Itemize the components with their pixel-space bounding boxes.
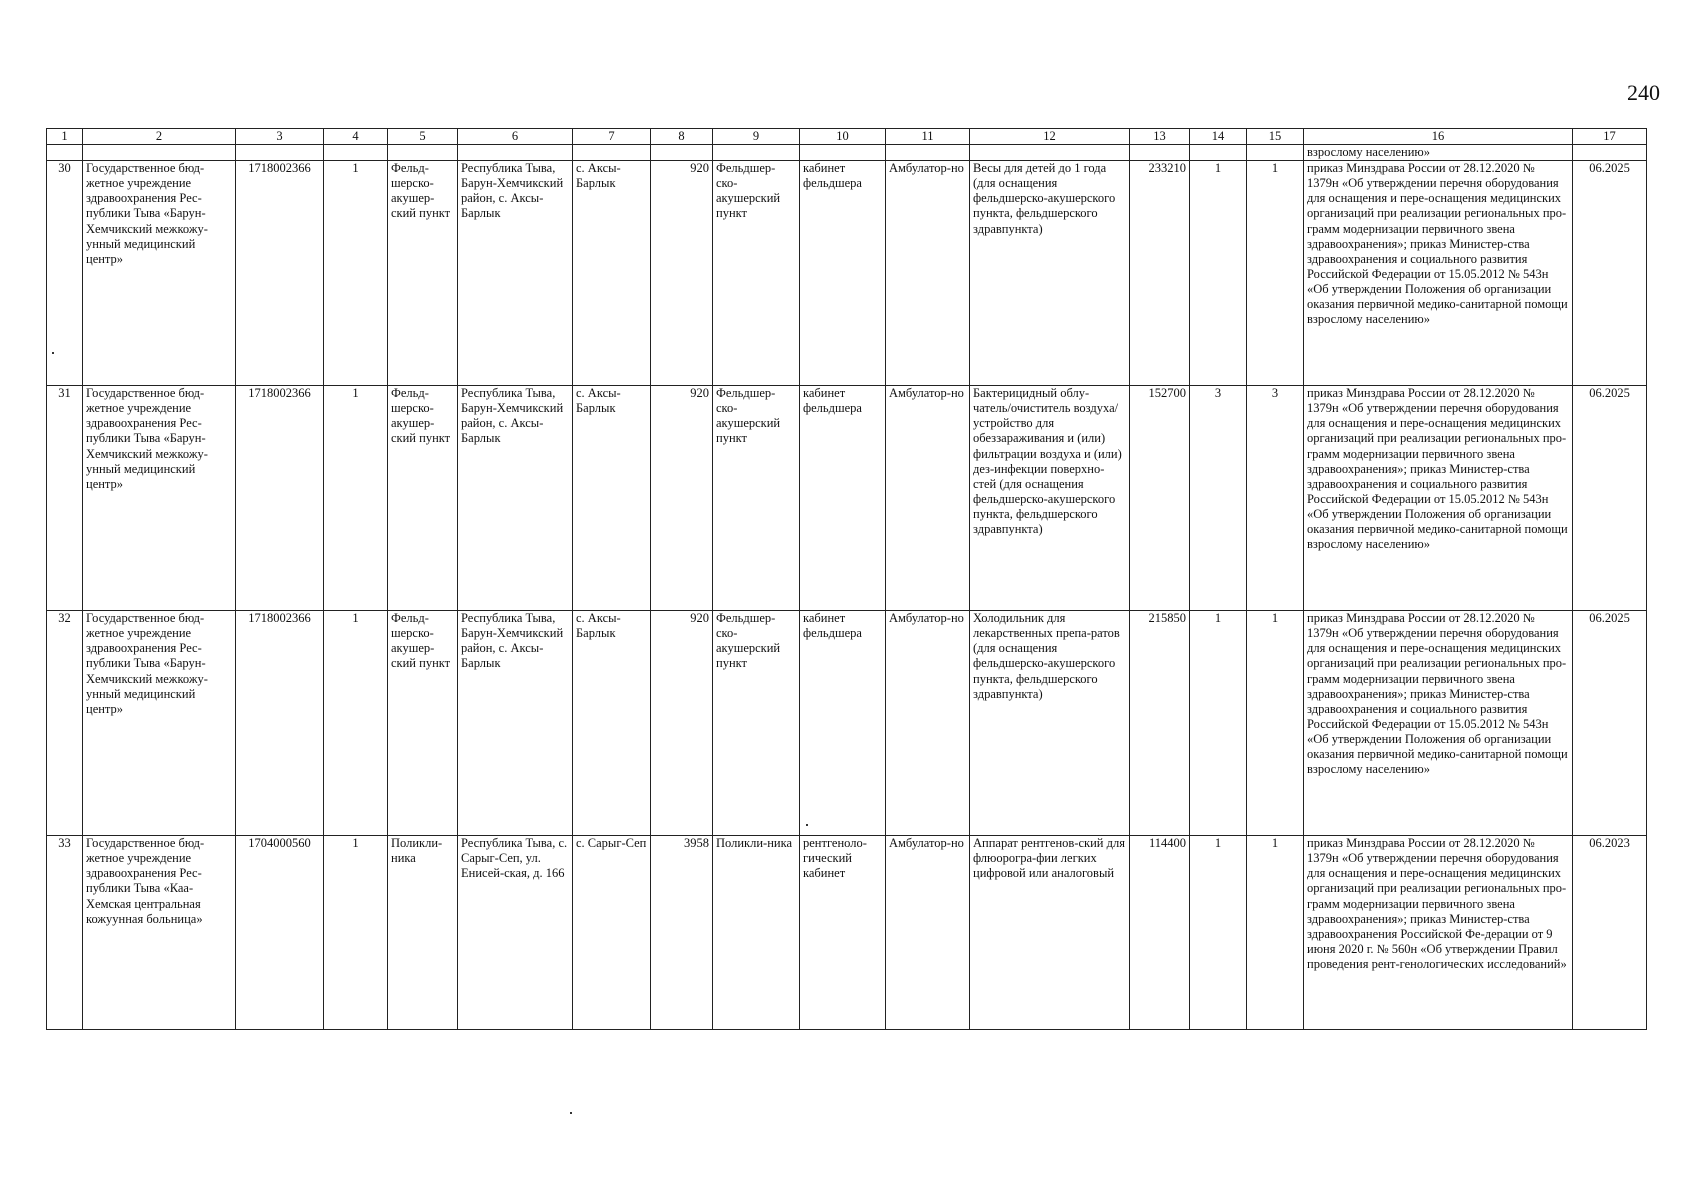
table-row xyxy=(47,611,1647,836)
unit-name: Поликли-ника xyxy=(713,836,800,1030)
column-header: 1 xyxy=(47,129,83,145)
equipment-price: 152700 xyxy=(1130,386,1190,611)
facility-type: Фельд-шерско-акушер-ский пункт xyxy=(388,386,458,611)
care-form: Амбулатор-но xyxy=(886,611,970,836)
facility-address: Республика Тыва, Барун-Хемчикский район, с. Аксы-Барлык xyxy=(458,611,573,836)
column-header: 14 xyxy=(1190,129,1247,145)
column-header: 8 xyxy=(651,129,713,145)
settlement: с. Аксы-Барлык xyxy=(573,386,651,611)
care-form: Амбулатор-но xyxy=(886,161,970,386)
equipment-name: Бактерицидный облу-чатель/очиститель воздуха/устройство для обеззараживания и (или) фильтрации воздуха и (или) дез-инфекции поверхно-стей (для оснащения фельдшерско-акушерского пункта, фельдшерского здравпункта) xyxy=(970,386,1130,611)
page-number: 240 xyxy=(1627,80,1660,105)
row-number: 32 xyxy=(47,611,83,836)
continuation-text: взрослому населению» xyxy=(1304,145,1573,161)
column-header: 12 xyxy=(970,129,1130,145)
equipment-price: 114400 xyxy=(1130,836,1190,1030)
room-name: кабинет фельдшера xyxy=(800,611,886,836)
institution-name: Государственное бюд-жетное учреждение здравоохранения Рес-публики Тыва «Барун-Хемчикский межкожу-унный медицинский центр» xyxy=(83,386,236,611)
quantity-total: 1 xyxy=(1247,836,1304,1030)
quantity: 1 xyxy=(1190,836,1247,1030)
quantity: 1 xyxy=(1190,611,1247,836)
unit-name: Фельдшер-ско-акушерский пункт xyxy=(713,611,800,836)
table-row xyxy=(47,161,1647,386)
column-header: 11 xyxy=(886,129,970,145)
row-number: 33 xyxy=(47,836,83,1030)
institution-name: Государственное бюд-жетное учреждение здравоохранения Рес-публики Тыва «Каа-Хемская центральная кожуунная больница» xyxy=(83,836,236,1030)
column-header: 7 xyxy=(573,129,651,145)
room-name: кабинет фельдшера xyxy=(800,161,886,386)
column-4-value: 1 xyxy=(324,161,388,386)
facility-type: Фельд-шерско-акушер-ский пункт xyxy=(388,161,458,386)
care-form: Амбулатор-но xyxy=(886,836,970,1030)
column-header: 9 xyxy=(713,129,800,145)
column-header: 10 xyxy=(800,129,886,145)
settlement: с. Аксы-Барлык xyxy=(573,611,651,836)
column-header: 13 xyxy=(1130,129,1190,145)
institution-code: 1704000560 xyxy=(236,836,324,1030)
population: 920 xyxy=(651,161,713,386)
equipment-price: 215850 xyxy=(1130,611,1190,836)
facility-address: Республика Тыва, Барун-Хемчикский район, с. Аксы-Барлык xyxy=(458,386,573,611)
facility-address: Республика Тыва, Барун-Хемчикский район, с. Аксы-Барлык xyxy=(458,161,573,386)
settlement: с. Аксы-Барлык xyxy=(573,161,651,386)
delivery-date: 06.2023 xyxy=(1573,836,1647,1030)
quantity-total: 1 xyxy=(1247,161,1304,386)
legal-basis: приказ Минздрава России от 28.12.2020 № 1379н «Об утверждении перечня оборудования для оснащения и пере-оснащения медицинских организаций при реализации региональных про-грамм модернизации первичного звена здравоохранения»; приказ Министер-ства здравоохранения и социального развития Российской Федерации от 15.05.2012 № 543н «Об утверждении Положения об организации оказания первичной медико-санитарной помощи взрослому населению» xyxy=(1304,386,1573,611)
column-4-value: 1 xyxy=(324,836,388,1030)
quantity: 1 xyxy=(1190,161,1247,386)
row-number: 31 xyxy=(47,386,83,611)
legal-basis: приказ Минздрава России от 28.12.2020 № 1379н «Об утверждении перечня оборудования для оснащения и пере-оснащения медицинских организаций при реализации региональных про-грамм модернизации первичного звена здравоохранения»; приказ Министер-ства здравоохранения Российской Фе-дерации от 9 июня 2020 г. № 560н «Об утверждении Правил проведения рент-генологических исследований» xyxy=(1304,836,1573,1030)
population: 3958 xyxy=(651,836,713,1030)
quantity-total: 3 xyxy=(1247,386,1304,611)
column-4-value: 1 xyxy=(324,611,388,836)
column-header: 15 xyxy=(1247,129,1304,145)
population: 920 xyxy=(651,386,713,611)
row-number: 30 xyxy=(47,161,83,386)
equipment-name: Весы для детей до 1 года (для оснащения фельдшерско-акушерского пункта, фельдшерского здравпункта) xyxy=(970,161,1130,386)
institution-code: 1718002366 xyxy=(236,386,324,611)
delivery-date: 06.2025 xyxy=(1573,611,1647,836)
column-header: 17 xyxy=(1573,129,1647,145)
settlement: с. Сарыг-Сеп xyxy=(573,836,651,1030)
scan-speck xyxy=(570,1112,572,1114)
institution-name: Государственное бюд-жетное учреждение здравоохранения Рес-публики Тыва «Барун-Хемчикский межкожу-унный медицинский центр» xyxy=(83,611,236,836)
table-row xyxy=(47,836,1647,1030)
equipment-name: Холодильник для лекарственных препа-ратов (для оснащения фельдшерско-акушерского пункта, фельдшерского здравпункта) xyxy=(970,611,1130,836)
quantity: 3 xyxy=(1190,386,1247,611)
room-name: рентгеноло-гический кабинет xyxy=(800,836,886,1030)
column-header: 2 xyxy=(83,129,236,145)
legal-basis: приказ Минздрава России от 28.12.2020 № 1379н «Об утверждении перечня оборудования для оснащения и пере-оснащения медицинских организаций при реализации региональных про-грамм модернизации первичного звена здравоохранения»; приказ Министер-ства здравоохранения и социального развития Российской Федерации от 15.05.2012 № 543н «Об утверждении Положения об организации оказания первичной медико-санитарной помощи взрослому населению» xyxy=(1304,611,1573,836)
equipment-price: 233210 xyxy=(1130,161,1190,386)
unit-name: Фельдшер-ско-акушерский пункт xyxy=(713,386,800,611)
continuation-row xyxy=(47,145,1647,161)
institution-code: 1718002366 xyxy=(236,611,324,836)
column-header: 5 xyxy=(388,129,458,145)
legal-basis: приказ Минздрава России от 28.12.2020 № 1379н «Об утверждении перечня оборудования для оснащения и пере-оснащения медицинских организаций при реализации региональных про-грамм модернизации первичного звена здравоохранения»; приказ Министер-ства здравоохранения и социального развития Российской Федерации от 15.05.2012 № 543н «Об утверждении Положения об организации оказания первичной медико-санитарной помощи взрослому населению» xyxy=(1304,161,1573,386)
equipment-register-table xyxy=(46,128,1647,1030)
unit-name: Фельдшер-ско-акушерский пункт xyxy=(713,161,800,386)
quantity-total: 1 xyxy=(1247,611,1304,836)
scan-speck xyxy=(52,352,54,354)
delivery-date: 06.2025 xyxy=(1573,161,1647,386)
column-header: 3 xyxy=(236,129,324,145)
population: 920 xyxy=(651,611,713,836)
scan-speck xyxy=(806,824,808,826)
institution-name: Государственное бюд-жетное учреждение здравоохранения Рес-публики Тыва «Барун-Хемчикский межкожу-унный медицинский центр» xyxy=(83,161,236,386)
column-4-value: 1 xyxy=(324,386,388,611)
institution-code: 1718002366 xyxy=(236,161,324,386)
column-header: 16 xyxy=(1304,129,1573,145)
equipment-name: Аппарат рентгенов-ский для флюорогра-фии легких цифровой или аналоговый xyxy=(970,836,1130,1030)
table-row xyxy=(47,386,1647,611)
delivery-date: 06.2025 xyxy=(1573,386,1647,611)
room-name: кабинет фельдшера xyxy=(800,386,886,611)
column-number-header-row xyxy=(47,129,1647,145)
facility-address: Республика Тыва, с. Сарыг-Сеп, ул. Енисей-ская, д. 166 xyxy=(458,836,573,1030)
care-form: Амбулатор-но xyxy=(886,386,970,611)
column-header: 4 xyxy=(324,129,388,145)
facility-type: Фельд-шерско-акушер-ский пункт xyxy=(388,611,458,836)
column-header: 6 xyxy=(458,129,573,145)
facility-type: Поликли-ника xyxy=(388,836,458,1030)
